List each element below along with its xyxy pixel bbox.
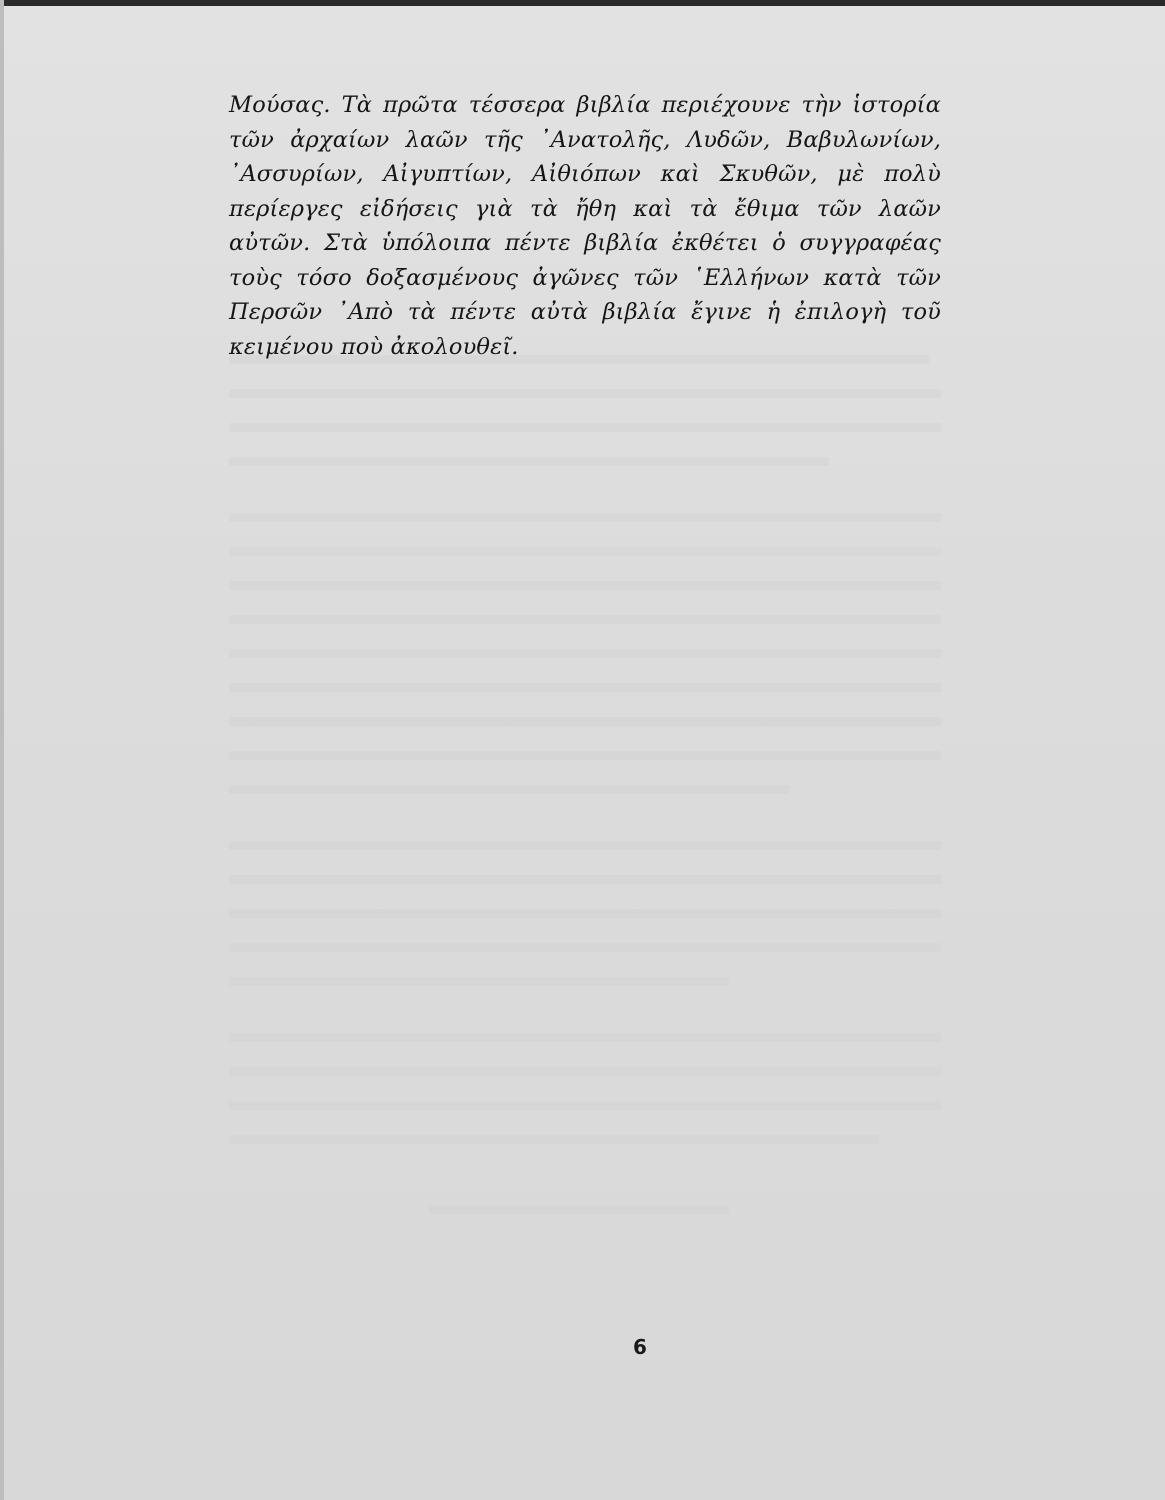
- body-paragraph: Μούσας. Τὰ πρῶτα τέσσερα βιβλία περιέχουνε τὴν ἱστορία τῶν ἀρχαίων λαῶν τῆς ᾿Ανατολῆς, Λυδῶν, Βαβυλωνίων, ᾿Ασσυρίων, Αἰγυπτίων, Αἰθιόπων καὶ Σκυθῶν, μὲ πολὺ περίεργες εἰδήσεις γιὰ τὰ ἤθη καὶ τὰ ἔθιμα τῶν λαῶν αὐτῶν. Στὰ ὑπόλοιπα πέντε βιβλία ἐκθέτει ὁ συγγραφέας τοὺς τόσο δοξασμένους ἀγῶνες τῶν ῾Ελλήνων κατὰ τῶν Περσῶν ᾿Απὸ τὰ πέντε αὐτὰ βιβλία ἔγινε ἡ ἐπιλογὴ τοῦ κειμένου ποὺ ἀκολουθεῖ.: [229, 92, 941, 360]
- left-page-edge: [0, 0, 4, 1500]
- page-number: 6: [633, 1335, 647, 1359]
- bleed-through-text: [229, 345, 941, 1245]
- top-edge-rule: [0, 0, 1165, 6]
